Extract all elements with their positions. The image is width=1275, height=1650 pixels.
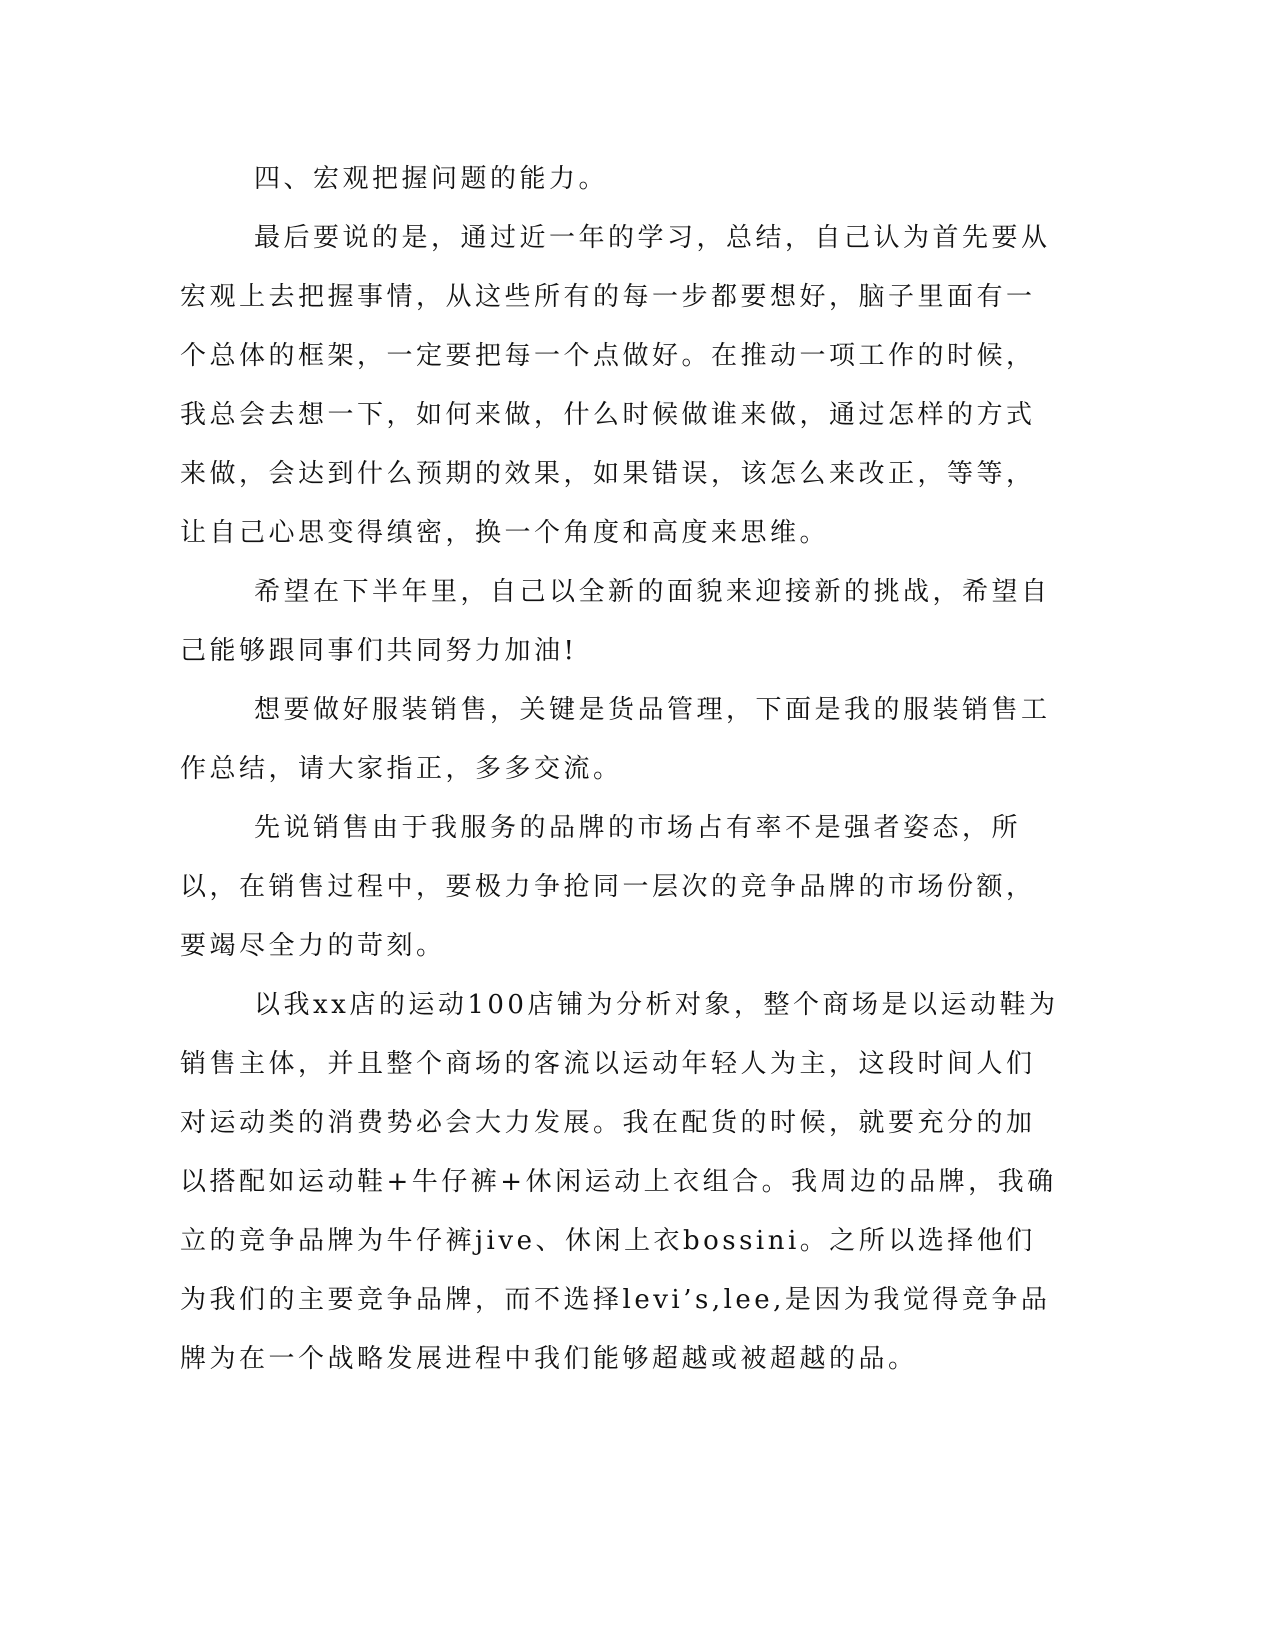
paragraph-sales-intro: 想要做好服装销售，关键是货品管理，下面是我的服装销售工作总结，请大家指正，多多交流。 [180, 695, 1051, 784]
paragraph-macro-grasp: 最后要说的是，通过近一年的学习，总结，自己认为首先要从宏观上去把握事情，从这些所有的每一步都要想好，脑子里面有一个总体的框架，一定要把每一个点做好。在推动一项工作的时候，我总会去想一下，如何来做，什么时候做谁来做，通过怎样的方式来做，会达到什么预期的效果，如果错误，该怎么来改正，等等，让自己心思变得缜密，换一个角度和高度来思维。 [180, 223, 1051, 548]
heading-section-four: 四、宏观把握问题的能力。 [254, 164, 609, 194]
paragraph-second-half-hope: 希望在下半年里，自己以全新的面貌来迎接新的挑战，希望自己能够跟同事们共同努力加油! [180, 577, 1051, 666]
paragraph-market-share: 先说销售由于我服务的品牌的市场占有率不是强者姿态，所以，在销售过程中，要极力争抢同一层次的竞争品牌的市场份额，要竭尽全力的苛刻。 [180, 813, 1036, 961]
document-body [180, 150, 1060, 1389]
paragraph-store-analysis: 以我xx店的运动100店铺为分析对象，整个商场是以运动鞋为销售主体，并且整个商场的客流以运动年轻人为主，这段时间人们对运动类的消费势必会大力发展。我在配货的时候，就要充分的加以搭配如运动鞋+牛仔裤+休闲运动上衣组合。我周边的品牌，我确立的竞争品牌为牛仔裤jive、休闲上衣bossini。之所以选择他们为我们的主要竞争品牌，而不选择levi’s,lee,是因为我觉得竞争品牌为在一个战略发展进程中我们能够超越或被超越的品。 [180, 990, 1059, 1374]
